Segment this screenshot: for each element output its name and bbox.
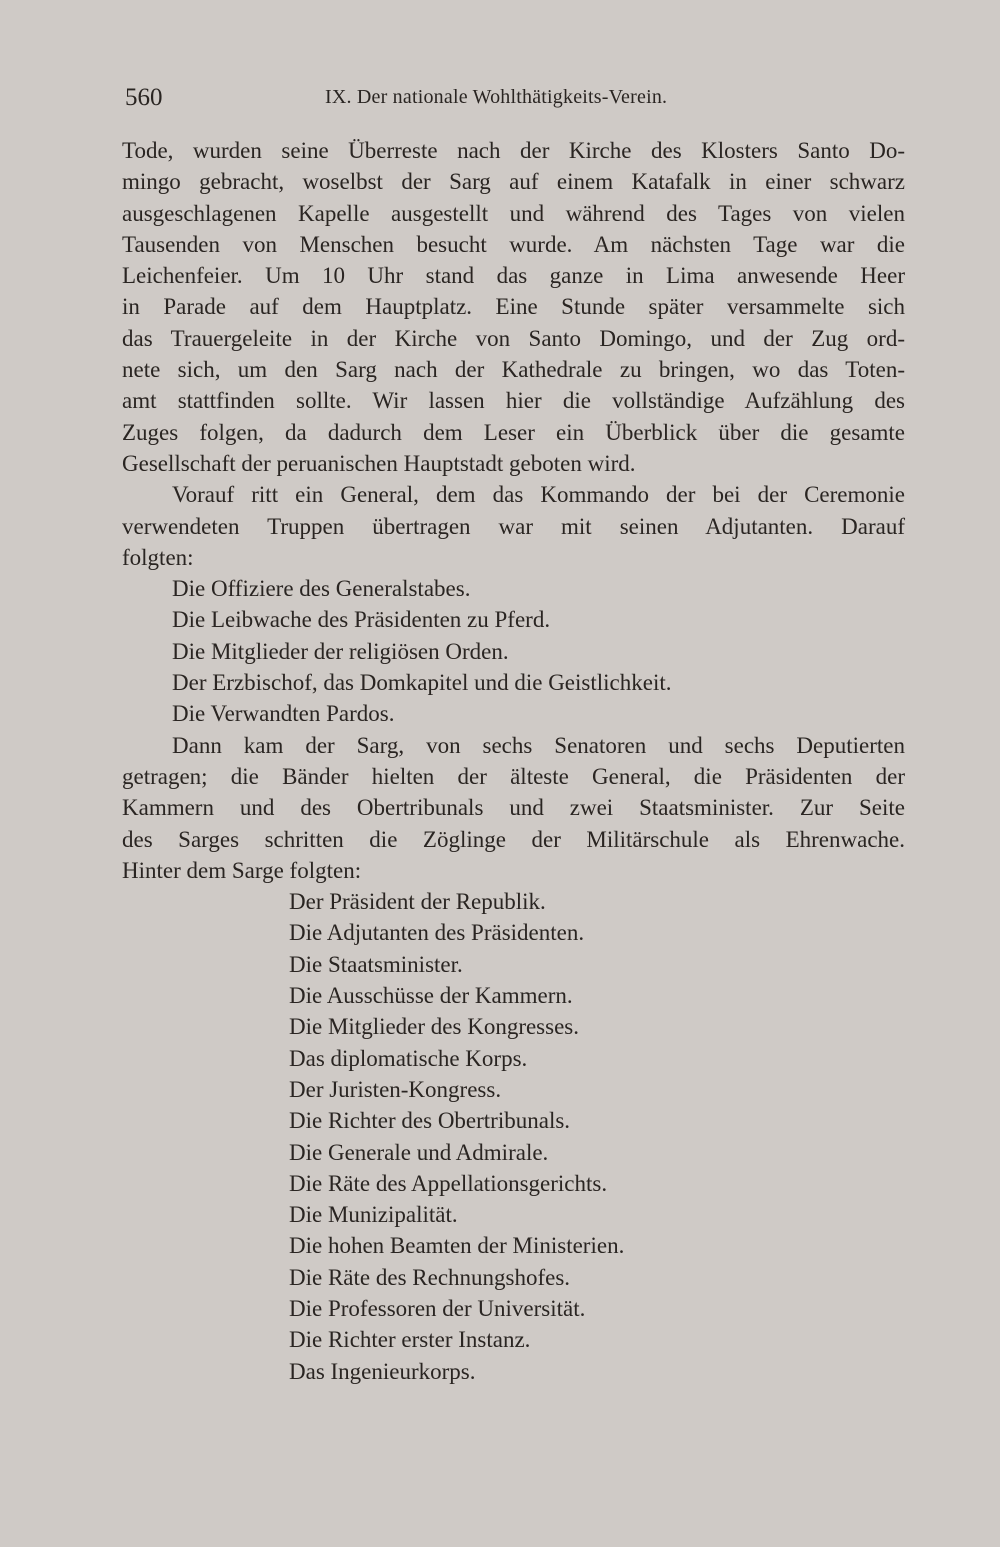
text-line: Tausenden von Menschen besucht wurde. Am nächsten Tage war die	[122, 231, 905, 257]
text-line: mingo gebracht, woselbst der Sarg auf einem Katafalk in einer schwarz	[122, 169, 905, 195]
page-header	[125, 84, 905, 116]
list-item: Der Juristen-Kongress.	[289, 1076, 502, 1102]
list-item: Die Adjutanten des Präsidenten.	[289, 920, 585, 946]
list-item: Die Offiziere des Generalstabes.	[172, 576, 471, 602]
list-item: Die Generale und Admirale.	[289, 1139, 549, 1165]
text-line: Kammern und des Obertribunals und zwei Staatsminister. Zur Seite	[122, 795, 905, 821]
text-line: Tode, wurden seine Überreste nach der Kirche des Klosters Santo Do-	[122, 138, 905, 163]
text-line: Vorauf ritt ein General, dem das Kommando der bei der Ceremonie	[172, 482, 905, 508]
paragraph-1	[122, 135, 905, 479]
list-item: Die Mitglieder des Kongresses.	[289, 1014, 579, 1040]
list-item: Die Räte des Appellationsgerichts.	[289, 1170, 608, 1196]
list-item: Das Ingenieurkorps.	[289, 1358, 476, 1384]
text-line: des Sarges schritten die Zöglinge der Militärschule als Ehrenwache.	[122, 826, 905, 852]
text-line: folgten:	[122, 544, 194, 570]
text-line: Dann kam der Sarg, von sechs Senatoren und sechs Deputierten	[172, 732, 905, 758]
list-item: Die Ausschüsse der Kammern.	[289, 983, 573, 1009]
list-item: Die Mitglieder der religiösen Orden.	[172, 638, 509, 664]
text-line: Gesellschaft der peruanischen Hauptstadt geboten wird.	[122, 450, 636, 476]
text-line: das Trauergeleite in der Kirche von Santo Domingo, und der Zug ord-	[122, 325, 905, 351]
running-head: IX. Der nationale Wohlthätigkeits-Verein.	[325, 86, 668, 108]
list-item: Die Richter erster Instanz.	[289, 1327, 531, 1353]
list-item: Die Munizipalität.	[289, 1202, 458, 1228]
list-item: Die Staatsminister.	[289, 951, 463, 977]
procession-list-2	[122, 886, 905, 1387]
list-item: Die hohen Beamten der Ministerien.	[289, 1233, 625, 1259]
paragraph-2	[122, 479, 905, 573]
text-line: ausgeschlagenen Kapelle ausgestellt und während des Tages von vielen	[122, 200, 905, 226]
list-item: Die Leibwache des Präsidenten zu Pferd.	[172, 607, 551, 633]
procession-list-1	[122, 573, 905, 729]
text-line: in Parade auf dem Hauptplatz. Eine Stunde später versammelte sich	[122, 294, 905, 320]
text-line: verwendeten Truppen übertragen war mit seinen Adjutanten. Darauf	[122, 513, 905, 539]
text-line: Zuges folgen, da dadurch dem Leser ein Überblick über die gesamte	[122, 419, 905, 445]
text-line: amt stattfinden sollte. Wir lassen hier die vollständige Aufzählung des	[122, 388, 905, 414]
text-line: getragen; die Bänder hielten der älteste General, die Präsidenten der	[122, 763, 905, 789]
text-line: Leichenfeier. Um 10 Uhr stand das ganze in Lima anwesende Heer	[122, 263, 905, 289]
list-item: Die Verwandten Pardos.	[172, 701, 395, 727]
list-item: Die Richter des Obertribunals.	[289, 1108, 571, 1134]
list-item: Die Professoren der Universität.	[289, 1295, 586, 1321]
list-item: Die Räte des Rechnungshofes.	[289, 1264, 571, 1290]
text-line: nete sich, um den Sarg nach der Kathedrale zu bringen, wo das Toten-	[122, 357, 905, 383]
body-text	[122, 135, 905, 1387]
list-item: Der Erzbischof, das Domkapitel und die Geistlichkeit.	[172, 670, 672, 696]
text-line: Hinter dem Sarge folgten:	[122, 857, 362, 883]
paragraph-3	[122, 730, 905, 886]
page-number: 560	[125, 84, 163, 111]
list-item: Das diplomatische Korps.	[289, 1045, 528, 1071]
list-item: Der Präsident der Republik.	[289, 889, 546, 915]
